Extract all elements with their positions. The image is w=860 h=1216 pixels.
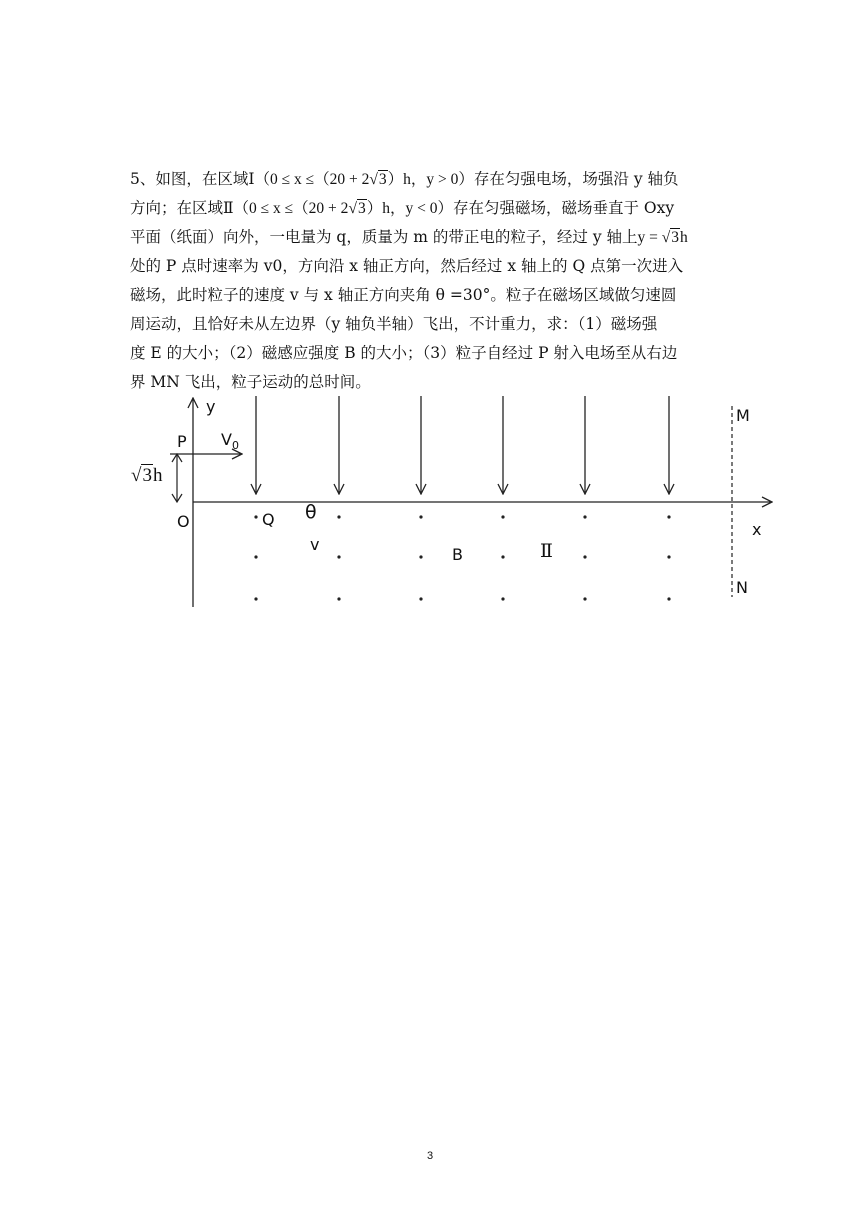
radicand: 3 <box>357 200 366 217</box>
point-p-label: P <box>177 432 187 451</box>
region-i-range <box>270 171 458 188</box>
radicand: 3 <box>671 229 680 246</box>
problem-line-6: 周运动，且恰好未从左边界（y 轴负半轴）飞出，不计重力，求：（1）磁场强 <box>130 315 658 333</box>
field-dot <box>419 515 422 518</box>
problem-line-3 <box>130 223 740 252</box>
field-b-label: B <box>452 545 463 564</box>
height-label <box>131 465 162 487</box>
math-segment: y = <box>637 229 662 246</box>
field-dot <box>667 515 670 518</box>
v0-label <box>221 430 239 452</box>
field-dot <box>337 597 340 600</box>
field-dot <box>419 597 422 600</box>
theta-label: θ <box>305 501 317 523</box>
math-segment: ）h，y > 0 <box>387 171 459 188</box>
math-segment: 0 ≤ x ≤（20 + 2 <box>270 171 370 188</box>
field-diagram <box>125 392 785 614</box>
math-segment: h <box>680 229 688 246</box>
problem-line-7: 度 E 的大小；（2）磁感应强度 B 的大小；（3）粒子自经过 P 射入电场至从右边 <box>130 344 678 362</box>
field-dot <box>667 555 670 558</box>
problem-line-8: 界 MN 飞出，粒子运动的总时间。 <box>130 373 371 391</box>
field-dot <box>501 555 504 558</box>
field-dot <box>254 555 257 558</box>
field-dot <box>583 515 586 518</box>
field-dot <box>337 515 340 518</box>
text-segment: 方向；在区域Ⅱ（ <box>130 199 250 217</box>
problem-line-5: 磁场，此时粒子的速度 v 与 x 轴正方向夹角 θ =30°。粒子在磁场区域做匀速圆 <box>130 286 677 304</box>
problem-line-4: 处的 P 点时速率为 v0，方向沿 x 轴正方向，然后经过 x 轴上的 Q 点第一次进入 <box>130 257 684 275</box>
field-dot <box>583 555 586 558</box>
electric-field-lines <box>256 396 669 494</box>
diagram-canvas <box>125 392 785 614</box>
field-dot <box>501 515 504 518</box>
math-segment: ）h，y < 0 <box>366 200 438 217</box>
field-dot <box>501 597 504 600</box>
y-axis-label: y <box>206 397 216 416</box>
point-q-label: Q <box>262 510 275 529</box>
height-unit: h <box>152 465 163 486</box>
field-dot <box>254 515 257 518</box>
field-dot <box>583 597 586 600</box>
p-position <box>638 229 688 246</box>
region-ii-label: Ⅱ <box>540 541 553 562</box>
problem-line-1 <box>130 165 740 194</box>
origin-label: O <box>177 512 190 531</box>
region-ii-range <box>249 200 437 217</box>
field-dot <box>667 597 670 600</box>
text-segment: 5、如图，在区域Ⅰ（ <box>130 170 270 188</box>
text-segment: ）存在匀强电场，场强沿 y 轴负 <box>458 170 679 188</box>
point-n-label: N <box>736 578 748 597</box>
sqrt-symbol: √3 <box>661 229 680 246</box>
math-segment: 0 ≤ x ≤（20 + 2 <box>249 200 349 217</box>
v0-symbol: V <box>221 430 232 449</box>
radicand: 3 <box>378 171 387 188</box>
field-dot <box>254 597 257 600</box>
sqrt-symbol: √3 <box>348 200 366 217</box>
v0-subscript: 0 <box>231 439 239 453</box>
problem-statement <box>130 165 740 397</box>
x-axis-label: x <box>752 520 762 539</box>
field-dot <box>337 555 340 558</box>
field-dot <box>419 555 422 558</box>
point-m-label: M <box>736 406 750 425</box>
text-segment: 平面（纸面）向外，一电量为 q，质量为 m 的带正电的粒子，经过 y 轴上 <box>130 228 638 246</box>
problem-line-2 <box>130 194 740 223</box>
sqrt-symbol: √3 <box>131 465 152 486</box>
sqrt-symbol: √3 <box>369 171 387 188</box>
page-number: 3 <box>426 1150 434 1162</box>
velocity-label: v <box>310 535 320 554</box>
radicand: 3 <box>142 465 152 486</box>
text-segment: ）存在匀强磁场，磁场垂直于 Oxy <box>437 199 675 217</box>
